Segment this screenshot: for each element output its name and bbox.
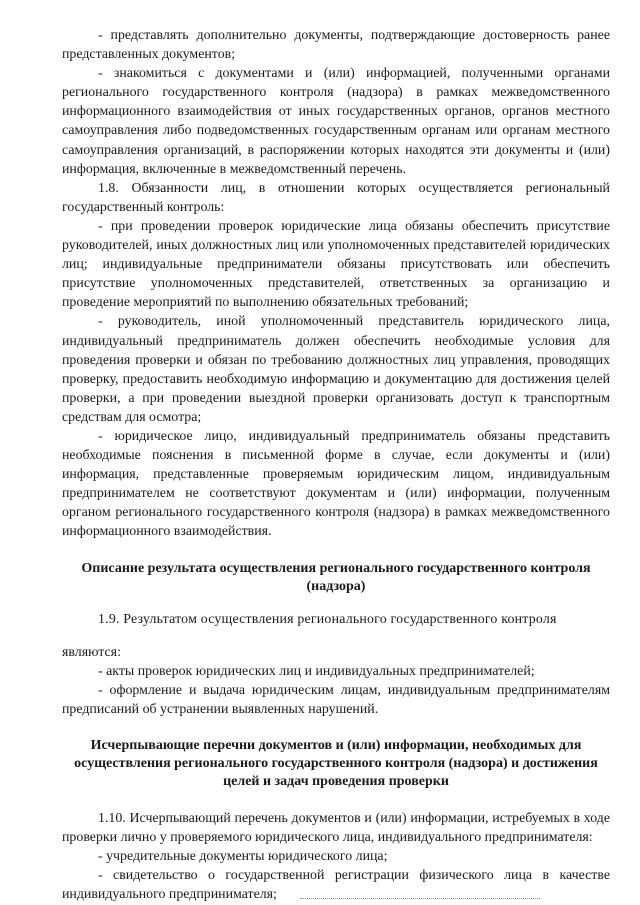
paragraph: являются: (62, 644, 121, 660)
paragraph: - представлять дополнительно документы, подтверждающие достоверность ранее представленных документов; (62, 28, 610, 63)
paragraph: - руководитель, иной уполномоченный представитель юридического лица, индивидуальный предприниматель должен обеспечить необходимые условия для проведения проверки и обязан по требованию должностных лиц управления, проводящих проверку, предоставить необходимую информацию и документацию для достижения целей проверки, а при проведении выездной проверки организовать доступ к транспортным средствам для осмотра; (62, 314, 610, 425)
spacer (62, 629, 610, 643)
section-heading: Описание результата осуществления регионального государственного контроля (надзора) (81, 560, 591, 594)
paragraph: - юридическое лицо, индивидуальный предприниматель обязаны представить необходимые пояснения в письменной форме в случае, если документы и (или) информация, представленные проверяемым юридическим лицом, индивидуальным предпринимателем не соответствуют документам и (или) информации, полученным органом регионального государственного контроля (надзора) в рамках межведомственного информационного взаимодействия. (62, 428, 610, 540)
paragraph: - при проведении проверок юридические лица обязаны обеспечить присутствие руководителей, иных должностных лиц или уполномоченных представителей юридических лиц; индивидуальные предприниматели обязаны присутствовать или обеспечить присутствие уполномоченных представителей, ответственных за организацию и проведение мероприятий по выполнению обязательных требований; (62, 218, 610, 311)
paragraph: 1.10. Исчерпывающий перечень документов и (или) информации, истребуемых в ходе проверки лично у проверяемого юридического лица, индивидуального предпринимателя: (62, 811, 610, 846)
paragraph: - оформление и выдача юридическим лицам, индивидуальным предпринимателям предписаний об устранении выявленных нарушений. (62, 682, 610, 717)
spacer (62, 596, 610, 610)
spacer (62, 542, 610, 560)
section-heading: Исчерпывающие перечни документов и (или) информации, необходимых для осуществления регионального государственного контроля (надзора) и достижения целей и задач проведения проверки (74, 738, 598, 789)
paragraph: - учредительные документы юридического лица; (98, 849, 388, 865)
paragraph: - знакомиться с документами и (или) информацией, полученными органами регионального государственного контроля (надзора) в рамках межведомственного информационного взаимодействия от иных государственных органов, органов местного самоуправления либо подведомственных государственным органам или органам местного самоуправления организаций, в распоряжении которых находятся эти документы и (или) информация, включенные в межведомственный перечень. (62, 66, 610, 177)
paragraph: - свидетельство о государственной регистрации физического лица в качестве индивидуального предпринимателя; (62, 868, 610, 903)
paragraph: - акты проверок юридических лиц и индивидуальных предпринимателей; (98, 663, 535, 679)
spacer (62, 719, 610, 737)
scan-artifact-line (300, 898, 540, 902)
spacer (62, 791, 610, 809)
paragraph: 1.9. Результатом осуществления регионального государственного контроля (98, 611, 557, 627)
paragraph: 1.8. Обязанности лиц, в отношении которых осуществляется региональный государственный контроль: (62, 180, 610, 215)
